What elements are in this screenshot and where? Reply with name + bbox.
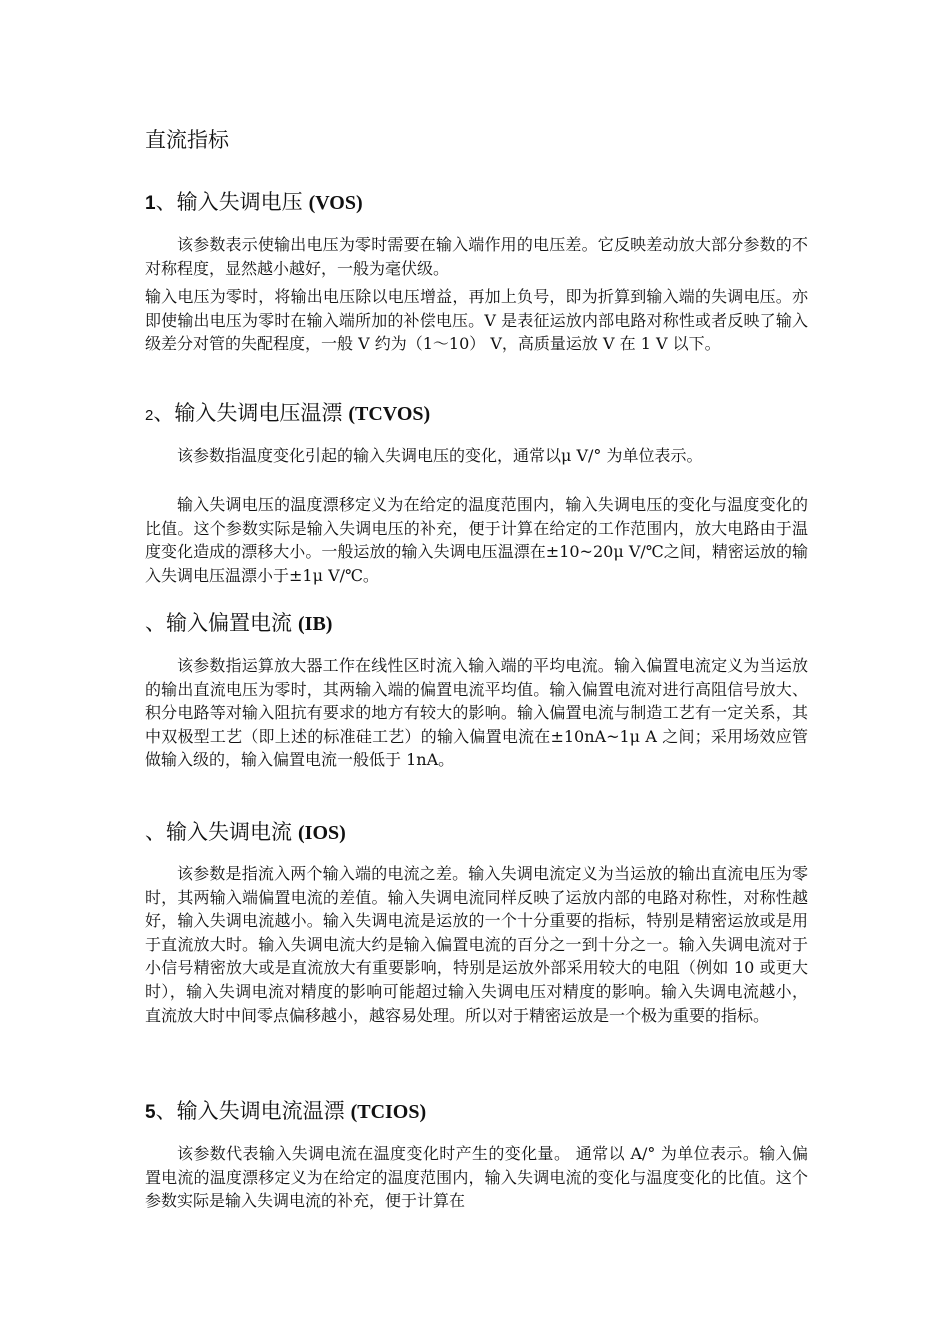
section-5-paragraph-1: 该参数代表输入失调电流在温度变化时产生的变化量。 通常以 A/° 为单位表示。输入偏置电流的温度漂移定义为在给定的温度范围内，输入失调电流的变化与温度变化的比值。这个参数实际是输入失调电流的补充，便于计算在	[145, 1144, 808, 1211]
section-2-paragraph-1: 该参数指温度变化引起的输入失调电压的变化，通常以μ V/° 为单位表示。	[177, 446, 703, 465]
section-3-heading	[145, 607, 332, 637]
section-1-paragraph-1: 该参数表示使输出电压为零时需要在输入端作用的电压差。它反映差动放大部分参数的不对称程度，显然越小越好，一般为毫伏级。	[145, 235, 808, 278]
section-number: 1	[145, 193, 156, 214]
section-4-paragraph-1: 该参数是指流入两个输入端的电流之差。输入失调电流定义为当运放的输出直流电压为零时，其两输入端偏置电流的差值。输入失调电流同样反映了运放内部的电路对称性，对称性越好，输入失调电流越小。输入失调电流是运放的一个十分重要的指标，特别是精密运放或是用于直流放大时。输入失调电流大约是输入偏置电流的百分之一到十分之一。输入失调电流对于小信号精密放大或是直流放大有重要影响，特别是运放外部采用较大的电阻（例如 10 或更大时），输入失调电流对精度的影响可能超过输入失调电压对精度的影响。输入失调电流越小，直流放大时中间零点偏移越小，越容易处理。所以对于精密运放是一个极为重要的指标。	[145, 864, 808, 1025]
section-title: 、输入失调电流温漂	[155, 1099, 345, 1123]
section-symbol: (TCIOS)	[350, 1101, 427, 1123]
section-5-heading	[145, 1095, 426, 1125]
section-title: 、输入失调电压温漂	[153, 401, 343, 425]
section-1-paragraph-2: 输入电压为零时，将输出电压除以电压增益，再加上负号，即为折算到输入端的失调电压。亦即使输出电压为零时在输入端所加的补偿电压。V 是表征运放内部电路对称性或者反映了输入级差分对管的失配程度，一般 V 约为（1～10） V，高质量运放 V 在 1 V 以下。	[145, 287, 808, 354]
section-symbol: (TCVOS)	[348, 403, 431, 425]
section-2-paragraph-2: 输入失调电压的温度漂移定义为在给定的温度范围内，输入失调电压的变化与温度变化的比值。这个参数实际是输入失调电压的补充，便于计算在给定的工作范围内，放大电路由于温度变化造成的漂移大小。一般运放的输入失调电压温漂在±10~20μ V/℃之间，精密运放的输入失调电压温漂小于±1μ V/℃。	[145, 495, 808, 585]
section-4-heading	[145, 816, 346, 846]
section-title: 、输入失调电流	[145, 820, 292, 844]
section-2-heading	[145, 397, 430, 427]
section-number: 2	[145, 407, 154, 424]
document-title: 直流指标	[145, 128, 229, 152]
section-number: 5	[145, 1102, 156, 1123]
section-symbol: (IOS)	[298, 822, 346, 844]
section-title: 、输入偏置电流	[145, 611, 292, 635]
section-3-paragraph-1: 该参数指运算放大器工作在线性区时流入输入端的平均电流。输入偏置电流定义为当运放的输出直流电压为零时，其两输入端的偏置电流平均值。输入偏置电流对进行高阻信号放大、积分电路等对输入阻抗有要求的地方有较大的影响。输入偏置电流与制造工艺有一定关系，其中双极型工艺（即上述的标准硅工艺）的输入偏置电流在±10nA~1μ A 之间；采用场效应管做输入级的，输入偏置电流一般低于 1nA。	[145, 656, 808, 770]
section-title: 、输入失调电压	[155, 190, 303, 214]
section-symbol: (VOS)	[308, 192, 363, 214]
section-symbol: (IB)	[298, 613, 333, 635]
section-1-heading	[145, 186, 363, 216]
